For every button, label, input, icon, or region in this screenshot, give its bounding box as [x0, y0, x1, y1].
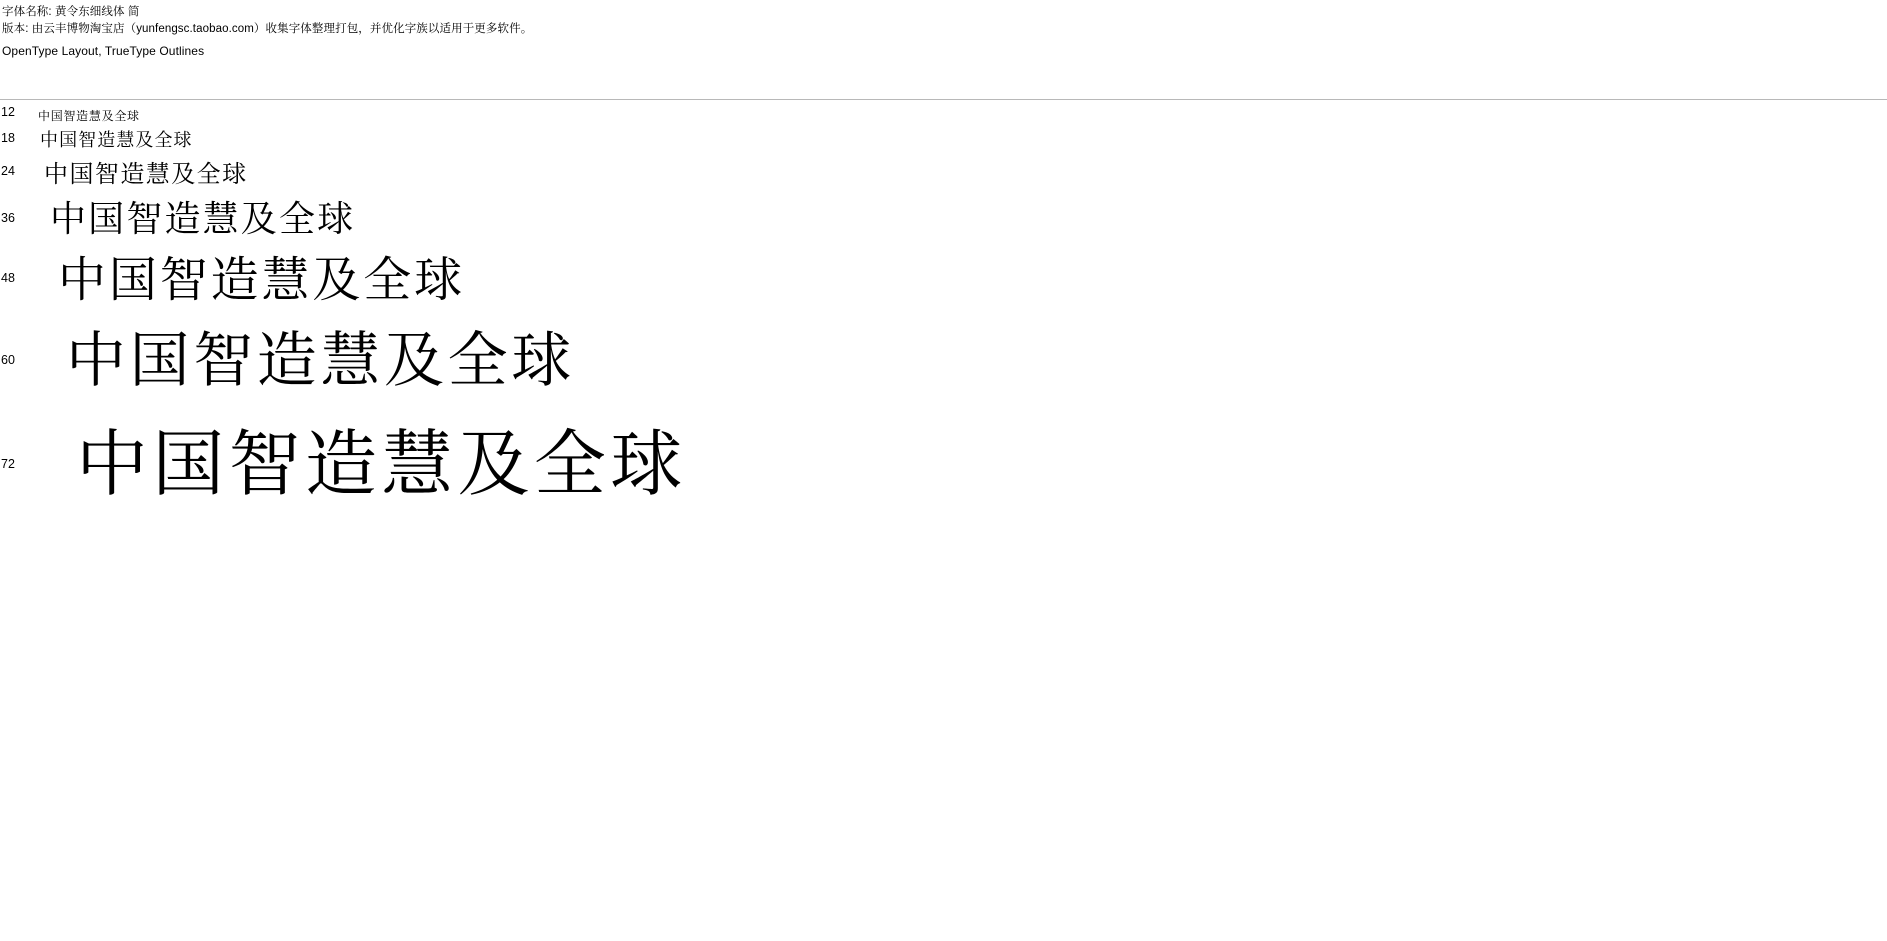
sample-specimen-text: 中国智造慧及全球	[50, 199, 356, 241]
sample-size-label: 12	[1, 105, 15, 119]
font-name-line: 字体名称: 黄令东细线体 简	[2, 6, 140, 18]
sample-size-label: 72	[1, 457, 15, 471]
sample-row	[0, 393, 1887, 507]
sample-specimen-text: 中国智造慧及全球	[76, 422, 687, 507]
sample-size-label: 60	[1, 353, 15, 367]
sample-specimen-text: 中国智造慧及全球	[66, 326, 575, 396]
sample-row	[0, 239, 1887, 308]
sample-list	[0, 100, 1887, 507]
sample-specimen-text: 中国智造慧及全球	[38, 109, 140, 124]
font-info-block	[0, 0, 1887, 60]
sample-specimen-text: 中国智造慧及全球	[44, 159, 248, 188]
sample-row	[0, 151, 1887, 187]
sample-specimen-text: 中国智造慧及全球	[58, 251, 466, 308]
sample-row	[0, 187, 1887, 239]
sample-row	[0, 100, 1887, 123]
sample-row	[0, 123, 1887, 151]
font-layout-line: OpenType Layout, TrueType Outlines	[2, 44, 205, 58]
sample-size-label: 18	[1, 131, 15, 145]
sample-row	[0, 305, 1887, 396]
sample-size-label: 48	[1, 271, 15, 285]
sample-specimen-text: 中国智造慧及全球	[40, 130, 193, 152]
sample-size-label: 24	[1, 164, 15, 178]
font-version-line: 版本: 由云丰博物淘宝店（yunfengsc.taobao.com）收集字体整理打包，并优化字族以适用于更多软件。	[2, 23, 533, 35]
sample-size-label: 36	[1, 211, 15, 225]
